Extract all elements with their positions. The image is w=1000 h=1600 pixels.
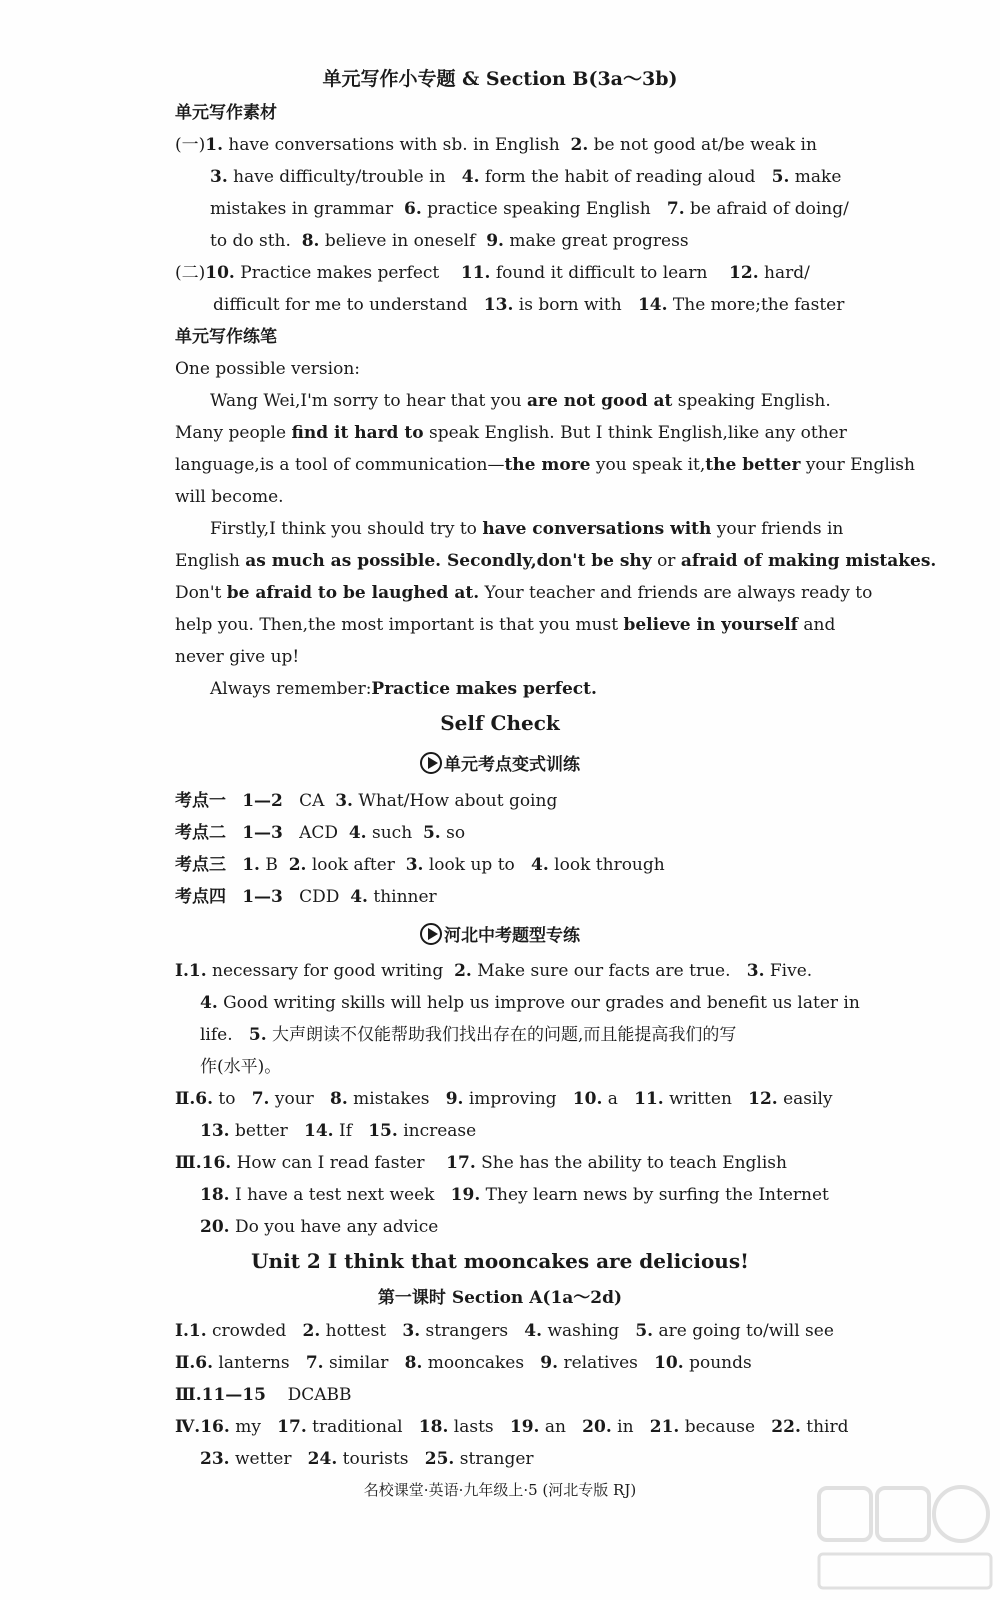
essay-intro: One possible version: xyxy=(175,359,360,379)
self-check-title: Self Check xyxy=(440,711,560,735)
material-line-2: 3. have difficulty/trouble in 4. form the habit of reading aloud 5. make xyxy=(210,167,842,187)
play-arrow-icon xyxy=(420,752,442,774)
material-line-4: to do sth. 8. believe in oneself 9. make great progress xyxy=(210,231,689,251)
essay-line-8: help you. Then,the most important is that you must believe in yourself and xyxy=(175,615,836,635)
hebei-line-7: Ⅲ.16. How can I read faster 17. She has the ability to teach English xyxy=(175,1153,787,1173)
lesson-title: 第一课时 Section A(1a～2d) xyxy=(377,1288,623,1308)
unit-line-1: Ⅰ.1. crowded 2. hottest 3. strangers 4. washing 5. are going to/will see xyxy=(175,1321,834,1341)
material-line-1: (一)1. have conversations with sb. in English 2. be not good at/be weak in xyxy=(175,135,817,155)
hebei-line-1: Ⅰ.1. necessary for good writing 2. Make sure our facts are true. 3. Five. xyxy=(175,961,813,981)
material-line-5: (二)10. Practice makes perfect 11. found it difficult to learn 12. hard/ xyxy=(175,263,810,283)
unit-line-2: Ⅱ.6. lanterns 7. similar 8. mooncakes 9. relatives 10. pounds xyxy=(175,1353,752,1373)
hebei-line-8: 18. I have a test next week 19. They learn news by surfing the Internet xyxy=(200,1185,829,1205)
essay-line-3: language,is a tool of communication—the more you speak it,the better your English xyxy=(175,455,915,475)
play-arrow-icon xyxy=(420,923,442,945)
kaodian-line-1: 考点一 1—2 CA 3. What/How about going xyxy=(175,791,558,811)
hebei-line-4: 作(水平)。 xyxy=(200,1057,282,1077)
kaodian-line-4: 考点四 1—3 CDD 4. thinner xyxy=(175,887,437,907)
kaodian-line-3: 考点三 1. B 2. look after 3. look up to 4. look through xyxy=(175,855,665,875)
kaodian-line-2: 考点二 1—3 ACD 4. such 5. so xyxy=(175,823,466,843)
writing-material-heading: 单元写作素材 xyxy=(175,103,277,123)
hebei-line-6: 13. better 14. If 15. increase xyxy=(200,1121,477,1141)
hebei-line-5: Ⅱ.6. to 7. your 8. mistakes 9. improving 10. a 11. written 12. easily xyxy=(175,1089,833,1109)
essay-line-10: Always remember:Practice makes perfect. xyxy=(210,679,597,699)
unit-line-3: Ⅲ.11—15 DCABB xyxy=(175,1385,352,1405)
essay-line-1: Wang Wei,I'm sorry to hear that you are not good at speaking English. xyxy=(210,391,831,411)
hebei-line-3: life. 5. 大声朗读不仅能帮助我们找出存在的问题,而且能提高我们的写 xyxy=(200,1025,737,1045)
essay-line-7: Don't be afraid to be laughed at. Your teacher and friends are always ready to xyxy=(175,583,873,603)
material-line-6: difficult for me to understand 13. is born with 14. The more;the faster xyxy=(213,295,845,315)
essay-line-4: will become. xyxy=(175,487,284,507)
section-title: 单元写作小专题 & Section B(3a～3b) xyxy=(322,68,678,90)
subsection-heading-2: 河北中考题型专练 xyxy=(0,923,1000,945)
writing-practice-heading: 单元写作练笔 xyxy=(175,327,277,347)
essay-line-2: Many people find it hard to speak English. But I think English,like any other xyxy=(175,423,847,443)
hebei-line-2: 4. Good writing skills will help us improve our grades and benefit us later in xyxy=(200,993,860,1013)
watermark-logo xyxy=(815,1480,995,1595)
material-line-3: mistakes in grammar 6. practice speaking English 7. be afraid of doing/ xyxy=(210,199,849,219)
essay-line-9: never give up! xyxy=(175,647,300,667)
page-footer: 名校课堂·英语·九年级上·5 (河北专版 RJ) xyxy=(363,1481,637,1499)
essay-line-5: Firstly,I think you should try to have conversations with your friends in xyxy=(210,519,844,539)
unit-title: Unit 2 I think that mooncakes are delicious! xyxy=(251,1249,749,1273)
subsection-heading-1: 单元考点变式训练 xyxy=(0,752,1000,774)
essay-line-6: English as much as possible. Secondly,don't be shy or afraid of making mistakes. xyxy=(175,551,937,571)
unit-line-4: Ⅳ.16. my 17. traditional 18. lasts 19. an 20. in 21. because 22. third xyxy=(175,1417,849,1437)
unit-line-5: 23. wetter 24. tourists 25. stranger xyxy=(200,1449,534,1469)
hebei-line-9: 20. Do you have any advice xyxy=(200,1217,439,1237)
